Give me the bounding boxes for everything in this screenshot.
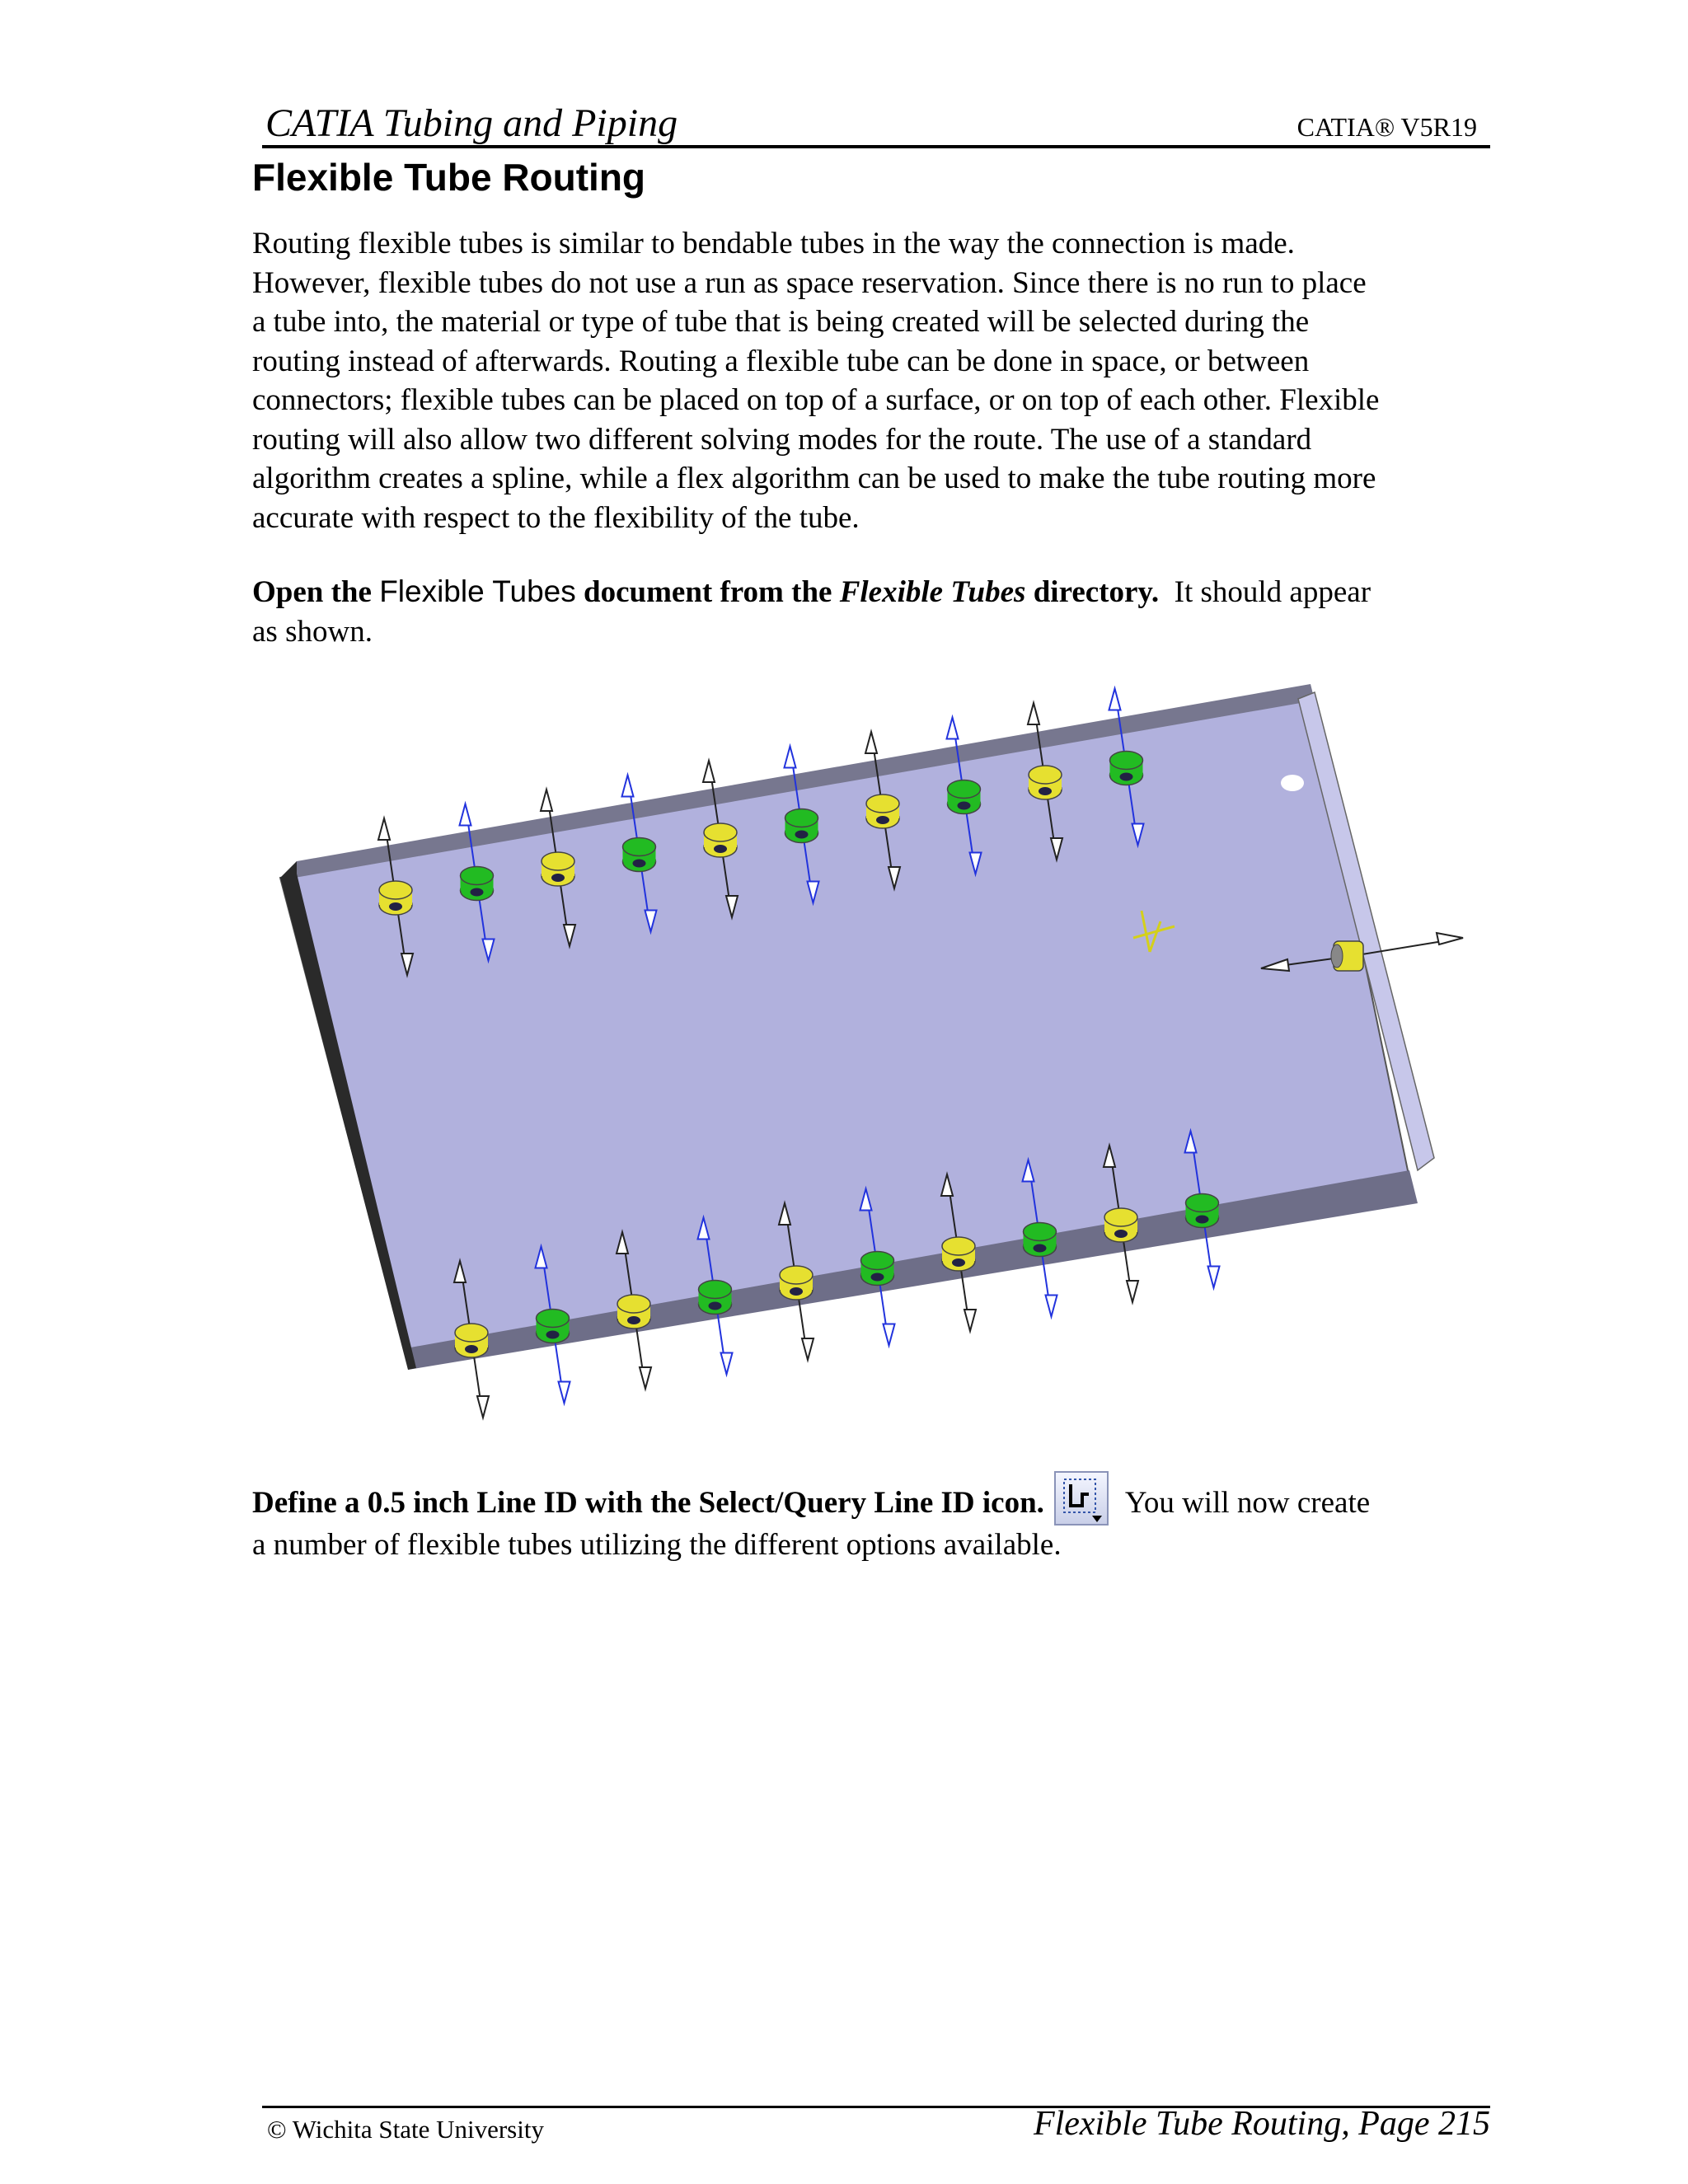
footer-copyright: © Wichita State University <box>267 2115 544 2144</box>
intro-paragraph <box>252 224 1505 537</box>
software-version: CATIA® V5R19 <box>1296 112 1477 142</box>
select-query-line-id-icon[interactable] <box>1054 1471 1109 1526</box>
instruction-text: Open the <box>252 575 380 609</box>
intro-line: routing will also allow two different solving modes for the route. The use of a standard <box>252 422 1312 457</box>
instruction-text: document from the <box>575 575 840 609</box>
document-name: Flexible Tubes <box>379 574 576 608</box>
define-line-id-instruction <box>252 1471 1505 1565</box>
directory-name: Flexible Tubes <box>839 575 1026 609</box>
tray-floor <box>280 699 1409 1364</box>
open-document-instruction <box>252 572 1505 651</box>
instruction-text: Define a 0.5 inch Line ID with the Select/Query Line ID icon. <box>252 1486 1044 1520</box>
instruction-text: a number of flexible tubes utilizing the different options available. <box>252 1528 1062 1562</box>
flexible-tubes-model-figure <box>247 676 1484 1434</box>
tray-notch <box>1281 775 1304 791</box>
instruction-text: as shown. <box>252 614 373 649</box>
book-title: CATIA Tubing and Piping <box>265 101 678 145</box>
instruction-text: directory. <box>1025 575 1160 609</box>
instruction-text: It should appear <box>1159 575 1372 609</box>
intro-line: accurate with respect to the flexibility of the tube. <box>252 500 860 535</box>
intro-line: However, flexible tubes do not use a run as space reservation. Since there is no run to place <box>252 265 1367 300</box>
instruction-text: You will now create <box>1118 1486 1371 1520</box>
page-header <box>262 96 1490 148</box>
intro-line: Routing flexible tubes is similar to bendable tubes in the way the connection is made. <box>252 227 1295 260</box>
intro-line: routing instead of afterwards. Routing a flexible tube can be done in space, or between <box>252 344 1310 378</box>
section-title: Flexible Tube Routing <box>252 156 646 199</box>
intro-line: algorithm creates a spline, while a flex algorithm can be used to make the tube routing more <box>252 462 1376 495</box>
footer-page-label: Flexible Tube Routing, Page 215 <box>1033 2105 1490 2143</box>
tray-3d-view <box>247 676 1484 1434</box>
intro-line: connectors; flexible tubes can be placed on top of a surface, or on top of each other. Flexible <box>252 383 1380 417</box>
intro-line: a tube into, the material or type of tube that is being created will be selected during the <box>252 305 1310 339</box>
